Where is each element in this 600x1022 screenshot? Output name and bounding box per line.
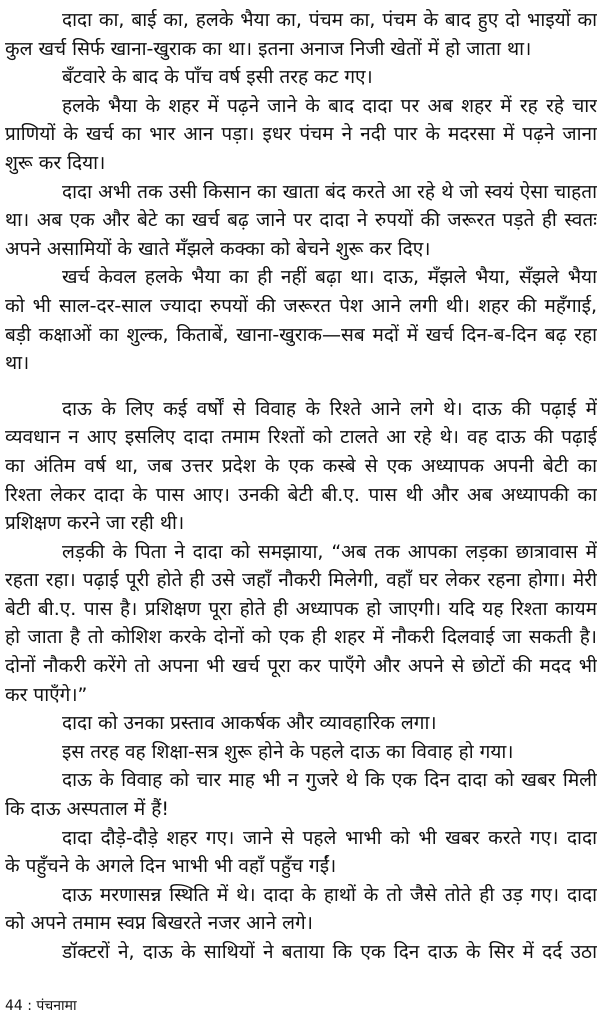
text-line: को भी साल-दर-साल ज्यादा रुपयों की जरूरत पेश आने लगी थी। शहर की महँगाई, [5,294,597,317]
text-line: कर पाएँगे।” [5,683,88,706]
text-line: अपने असामियों के खाते मँझले कक्का को बेचने शुरू कर दिए। [5,237,431,260]
text-line: रिश्ता लेकर दादा के पास आए। उनकी बेटी बी.ए. पास थी और अब अध्यापकी का [5,483,597,506]
text-line: लड़की के पिता ने दादा को समझाया, “अब तक आपका लड़का छात्रावास में [62,540,597,563]
text-line: को अपने तमाम स्वप्न बिखरते नजर आने लगे। [5,912,313,935]
text-line: प्राणियों के खर्च का भार आन पड़ा। इधर पंचम ने नदी पार के मदरसा में पढ़ने जाना [5,123,597,146]
text-line: था। अब एक और बेटे का खर्च बढ़ जाने पर दादा ने रुपयों की जरूरत पड़ते ही स्वतः [5,209,597,232]
text-line: दादा दौड़े-दौड़े शहर गए। जाने से पहले भाभी को भी खबर करते गए। दादा [62,826,597,849]
text-line: इस तरह वह शिक्षा-सत्र शुरू होने के पहले दाऊ का विवाह हो गया। [62,740,514,763]
paragraph-gap [5,378,597,395]
text-line: हो जाता है तो कोशिश करके दोनों को एक ही शहर में नौकरी दिलवाई जा सकती है। [5,626,597,649]
text-line: बँटवारे के बाद के पाँच वर्ष इसी तरह कट गए। [62,66,373,89]
text-line: कुल खर्च सिर्फ खाना-खुराक का था। इतना अनाज निजी खेतों में हो जाता था। [5,37,532,60]
text-line: रहता रहा। पढ़ाई पूरी होते ही उसे जहाँ नौकरी मिलेगी, वहाँ घर लेकर रहना होगा। मेरी [5,569,597,592]
text-line: कि दाऊ अस्पताल में हैं! [5,798,169,821]
text-line: खर्च केवल हलके भैया का ही नहीं बढ़ा था। दाऊ, मँझले भैया, सँझले भैया [62,266,597,289]
text-line: बड़ी कक्षाओं का शुल्क, किताबें, खाना-खुराक—सब मदों में खर्च दिन-ब-दिन बढ़ रहा [5,323,597,346]
text-line: प्रशिक्षण करने जा रही थी। [5,512,185,535]
text-line: था। [5,352,30,375]
text-line: डॉक्टरों ने, दाऊ के साथियों ने बताया कि एक दिन दाऊ के सिर में दर्द उठा [62,941,597,963]
text-line: दादा को उनका प्रस्ताव आकर्षक और व्यावहारिक लगा। [62,712,437,735]
page-body [5,6,597,967]
text-line: दादा अभी तक उसी किसान का खाता बंद करते आ रहे थे जो स्वयं ऐसा चाहता [62,180,597,203]
text-line: व्यवधान न आए इसलिए दादा तमाम रिश्तों को टालते आ रहे थे। वह दाऊ की पढ़ाई [5,426,597,449]
page-footer: 44 : पंचनामा [5,998,77,1014]
text-line: शुरू कर दिया। [5,151,106,174]
text-line: बेटी बी.ए. पास है। प्रशिक्षण पूरा होते ही अध्यापक हो जाएगी। यदि यह रिश्ता कायम [5,597,597,620]
text-line: दाऊ के विवाह को चार माह भी न गुजरे थे कि एक दिन दादा को खबर मिली [62,769,597,792]
text-line: के पहुँचने के अगले दिन भाभी भी वहाँ पहुँच गईं। [5,855,337,878]
text-line: दाऊ के लिए कई वर्षों से विवाह के रिश्ते आने लगे थे। दाऊ की पढ़ाई में [62,397,597,420]
text-line: का अंतिम वर्ष था, जब उत्तर प्रदेश के एक कस्बे से एक अध्यापक अपनी बेटी का [5,454,597,477]
text-line: दादा का, बाई का, हलके भैया का, पंचम का, पंचम के बाद हुए दो भाइयों का [62,9,597,31]
text-line: दोनों नौकरी करेंगे तो अपना भी खर्च पूरा कर पाएँगे और अपने से छोटों की मदद भी [5,655,597,678]
text-line: दाऊ मरणासन्न स्थिति में थे। दादा के हाथों के तो जैसे तोते ही उड़ गए। दादा [62,883,597,906]
text-line: हलके भैया के शहर में पढ़ने जाने के बाद दादा पर अब शहर में रह रहे चार [62,94,597,117]
